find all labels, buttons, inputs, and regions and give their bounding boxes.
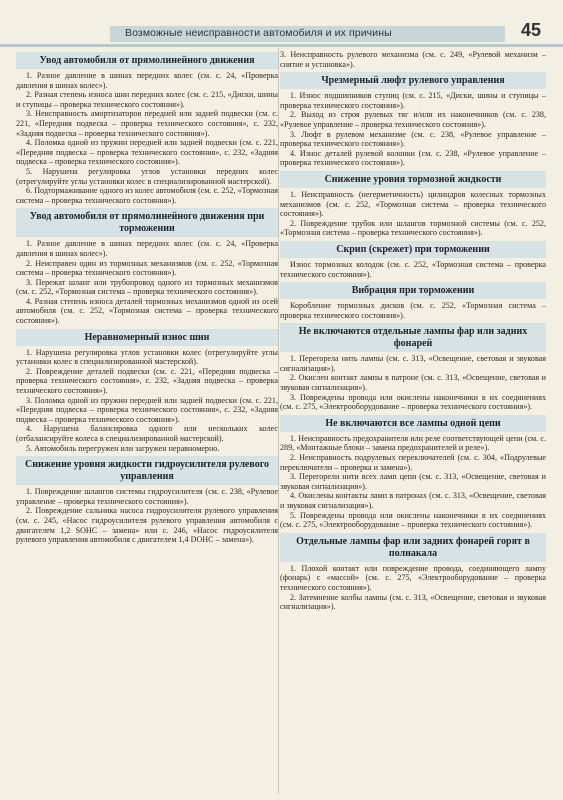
cause-item: 3. Люфт в рулевом механизме (см. с. 238, «Рулевое управление – проверка технического состояния»).: [280, 129, 546, 149]
cause-item: 1. Перегорела нить лампы (см. с. 313, «Освещение, световая и звуковая сигнализация»).: [280, 354, 546, 373]
section-heading: Снижение уровня тормозной жидкости: [280, 171, 546, 188]
section-heading: Неравномерный износ шин: [16, 329, 278, 346]
cause-item: 1. Износ подшипников ступиц (см. с. 215, «Диски, шины и ступицы – проверка технического состояния»).: [280, 91, 546, 110]
cause-item: 1. Разное давление в шинах передних колес (см. с. 24, «Проверка давления в шинах колес»).: [16, 239, 278, 258]
cause-item: 3. Поломка одной из пружин передней или задней подвески (см. с. 221, «Передняя подвеска – проверка технического состояния», с. 232, «Задняя подвеска – проверка технического состояния»).: [16, 395, 278, 424]
running-title: Возможные неисправности автомобиля и их причины: [125, 27, 392, 39]
troubleshooting-section: [280, 533, 546, 612]
section-heading: Скрип (скрежет) при торможении: [280, 241, 546, 258]
cause-item: 2. Выход из строя рулевых тяг и/или их наконечников (см. с. 238, «Рулевое управление – проверка технического состояния»).: [280, 110, 546, 129]
column-divider: [278, 48, 279, 794]
cause-item: 1. Нарушена регулировка углов установки колес (отрегулируйте углы установки колес в специализированной мастерской).: [16, 347, 278, 367]
section-heading: Не включаются отдельные лампы фар или задних фонарей: [280, 323, 546, 352]
cause-item: 4. Поломка одной из пружин передней или задней подвески (см. с. 221, «Передняя подвеска – проверка технического состояния», с. 232, «Задняя подвеска – проверка технического состояния»).: [16, 138, 278, 167]
cause-item: 1. Повреждение шлангов системы гидроусилителя (см. с. 238, «Рулевое управление – проверка технического состояния»).: [16, 487, 278, 506]
troubleshooting-section: [16, 456, 278, 545]
section-heading: Вибрация при торможении: [280, 282, 546, 299]
cause-item: 2. Окислен контакт лампы в патроне (см. с. 313, «Освещение, световая и звуковая сигнализация»).: [280, 373, 546, 393]
cause-item: 1. Неисправность (негерметичность) цилиндров колесных тормозных механизмов (см. с. 252, «Тормозная система – проверка технического состояния»).: [280, 189, 546, 219]
right-column: [280, 50, 546, 792]
cause-item: 3. Повреждены провода или окислены наконечники в их соединениях (см. с. 275, «Электрооборудование – проверка технического состояния»).: [280, 392, 546, 412]
cause-item: Коробление тормозных дисков (см. с. 252, «Тормозная система – проверка технического состояния»).: [280, 301, 546, 320]
troubleshooting-section: [16, 52, 278, 205]
cause-item: 2. Неисправен один из тормозных механизмов (см. с. 252, «Тормозная система – проверка технического состояния»).: [16, 258, 278, 278]
troubleshooting-section: [280, 50, 546, 69]
cause-item: 2. Повреждение трубок или шлангов тормозной системы (см. с. 252, «Тормозная система – проверка технического состояния»).: [280, 218, 546, 238]
cause-item: 4. Износ деталей рулевой колонки (см. с. 238, «Рулевое управление – проверка технического состояния»).: [280, 148, 546, 168]
cause-item: 4. Окислены контакты ламп в патронах (см. с. 313, «Освещение, световая и звуковая сигнализация»).: [280, 491, 546, 510]
cause-item: 2. Повреждение сальника насоса гидроусилителя рулевого управления (см. с. 245, «Насос гидроусилителя рулевого управления автомобиля с двигателем 1,2 SOHC – замена» или с. 246, «Насос гидроусилителя рулевого управления автомобиля с двигателем 1,4 DOHC – замена»).: [16, 506, 278, 545]
troubleshooting-section: [280, 241, 546, 279]
left-column: [16, 50, 278, 792]
troubleshooting-section: [280, 415, 546, 530]
cause-item: 2. Неисправность подрулевых переключателей (см. с. 304, «Подрулевые переключатели – проверка и замена»).: [280, 453, 546, 472]
cause-item: 3. Пережат шланг или трубопровод одного из тормозных механизмов (см. с. 252, «Тормозная система – проверка технического состояния»).: [16, 277, 278, 297]
cause-item: 4. Нарушена балансировка одного или нескольких колес (отбалансируйте колеса в специализированной мастерской).: [16, 424, 278, 443]
section-heading: Чрезмерный люфт рулевого управления: [280, 72, 546, 89]
troubleshooting-section: [16, 329, 278, 454]
troubleshooting-section: [280, 282, 546, 320]
cause-item: 3. Перегорели нити всех ламп цепи (см. с. 313, «Освещение, световая и звуковая сигнализация»).: [280, 472, 546, 491]
troubleshooting-section: [16, 208, 278, 325]
cause-item: 5. Автомобиль перегружен или загружен неравномерно.: [26, 443, 220, 453]
page-number: 45: [520, 20, 541, 40]
cause-item: 5. Повреждены провода или окислены наконечники в их соединениях (см. с. 275, «Электрооборудование – проверка технического состояния»).: [280, 510, 546, 530]
cause-item: 1. Разное давление в шинах передних колес (см. с. 24, «Проверка давления в шинах колес»).: [16, 71, 278, 90]
cause-item: 2. Затемнение колбы лампы (см. с. 313, «Освещение, световая и звуковая сигнализация»).: [280, 592, 546, 612]
troubleshooting-section: [280, 171, 546, 238]
cause-item: 4. Разная степень износа деталей тормозных механизмов одной из осей автомобиля (см. с. 252, «Тормозная система – проверка технического состояния»).: [16, 296, 278, 326]
section-heading: Отдельные лампы фар или задних фонарей горят в полнакала: [280, 533, 546, 562]
troubleshooting-section: [280, 72, 546, 168]
cause-item: 3. Неисправность рулевого механизма (см. с. 249, «Рулевой механизм – снятие и установка»).: [280, 50, 546, 69]
cause-item: 2. Разная степень износа шин передних колес (см. с. 215, «Диски, шины и ступицы – проверка технического состояния»).: [16, 90, 278, 109]
cause-item: 2. Повреждение деталей подвески (см. с. 221, «Передняя подвеска – проверка технического состояния», с. 232, «Задняя подвеска – проверка технического состояния»).: [16, 366, 278, 396]
section-heading: Не включаются все лампы одной цепи: [280, 415, 546, 432]
section-heading: Снижение уровня жидкости гидроусилителя рулевого управления: [16, 456, 278, 485]
section-heading: Увод автомобиля от прямолинейного движения: [16, 52, 278, 69]
section-heading: Увод автомобиля от прямолинейного движения при торможении: [16, 208, 278, 237]
troubleshooting-section: [280, 323, 546, 412]
cause-item: Износ тормозных колодок (см. с. 252, «Тормозная система – проверка технического состояния»).: [280, 259, 546, 279]
cause-item: 6. Подтормаживание одного из колес автомобиля (см. с. 252, «Тормозная система – проверка технического состояния»).: [16, 186, 278, 205]
cause-item: 1. Неисправность предохранителя или реле соответствующей цепи (см. с. 289, «Монтажные блоки – замена предохранителей и реле»).: [280, 433, 546, 453]
page-header: [0, 0, 563, 47]
cause-item: 5. Нарушена регулировка углов установки передних колес (отрегулируйте углы установки колес в специализированной мастерской).: [16, 166, 278, 186]
cause-item: 1. Плохой контакт или повреждение провода, соединяющего лампу (фонарь) с «массой» (см. с. 275, «Электрооборудование – проверка технического состояния»).: [280, 563, 546, 592]
cause-item: 3. Неисправность амортизаторов передней или задней подвески (см. с. 221, «Передняя подвеска – проверка технического состояния», с. 232, «Задняя подвеска – проверка технического состояния»).: [16, 109, 278, 138]
